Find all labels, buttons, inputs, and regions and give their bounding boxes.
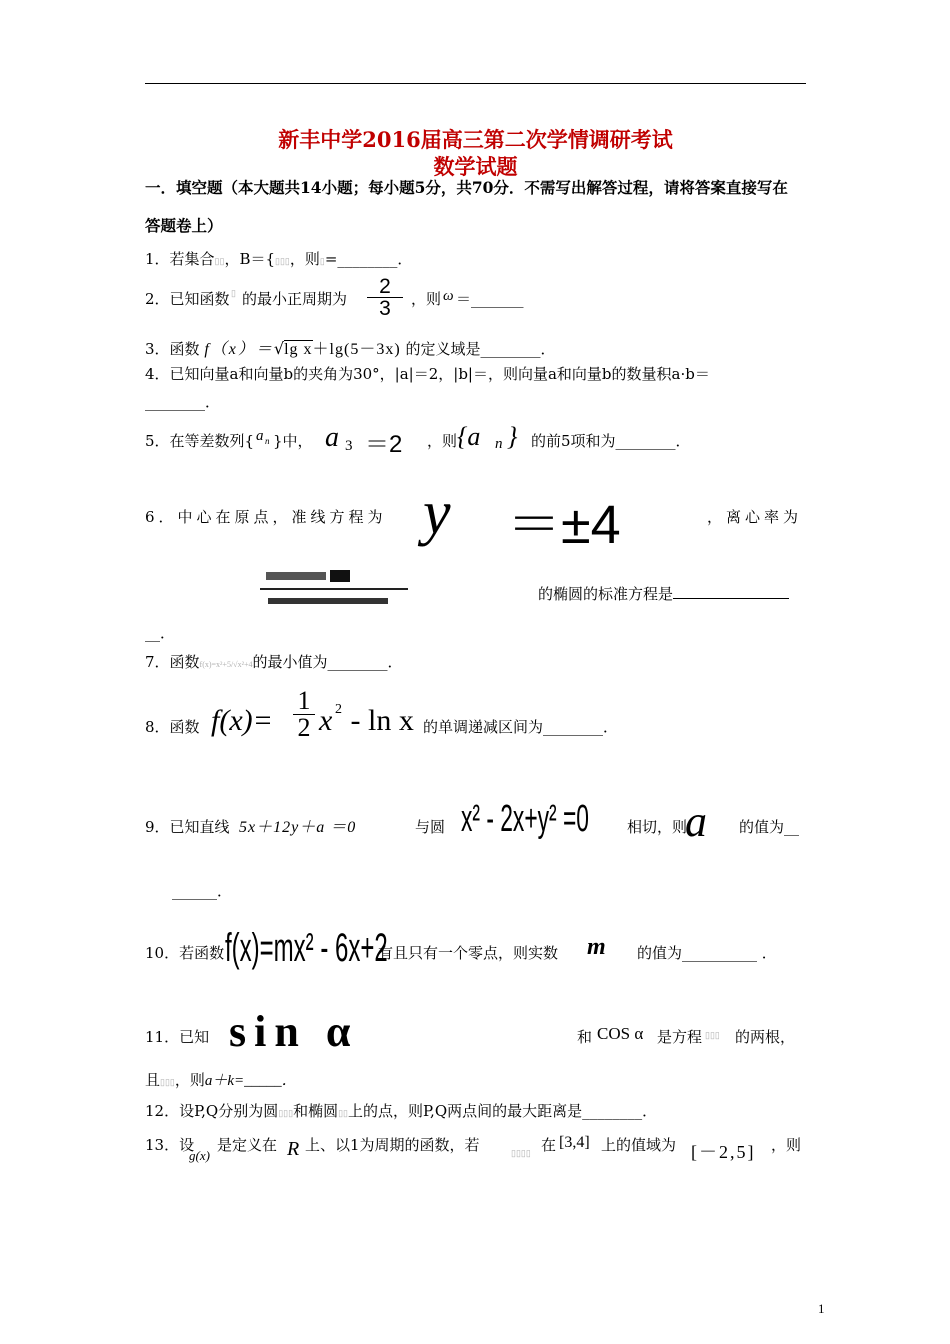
header-rule xyxy=(145,83,806,84)
section-heading-line-1: 一．填空题（本大题共14小题；每小题5分，共70分．不需写出解答过程，请将答案直接写在 xyxy=(145,178,788,197)
period-fraction: 2 3 xyxy=(367,276,403,319)
question-9-end: ______． xyxy=(172,882,233,900)
question-3: 3．函数 f（x）＝√lg x＋lg(5－3x) 的定义域是________． xyxy=(145,339,556,358)
question-11: 11．已知 sin α 和 COS α 是方程 ▯▯▯ 的两根， xyxy=(145,1007,796,1056)
question-4-line-1: 4．已知向量a和向量b的夹角为30°，|a|＝2，|b|＝，则向量a和向量b的数量积a·b＝ xyxy=(145,365,710,383)
one-half-fraction: 1 2 xyxy=(293,688,315,741)
question-13: 13．设 g(x) 是定义在 R 上、以1为周期的函数，若 ▯▯▯▯ 在 [3,4] 上的值域为 [－2,5] ，则 xyxy=(145,1134,802,1163)
formula-image: ▯▯ xyxy=(338,1108,348,1118)
exam-subtitle: 数学试题 xyxy=(433,154,518,179)
section-heading-line-2: 答题卷上） xyxy=(145,216,223,235)
formula-image: ▯▯▯ xyxy=(278,1108,294,1118)
question-6-tail: 的椭圆的标准方程是 xyxy=(538,583,789,604)
exam-title: 新丰中学2016届高三第二次学情调研考试 xyxy=(278,127,673,152)
formula-image: ▯▯▯▯ xyxy=(511,1148,531,1158)
question-11-line-2: 且▯▯▯，则a＋k=_____． xyxy=(145,1071,297,1089)
formula-image: ▯ xyxy=(319,256,325,266)
formula-image: f(x)=x²+5/√x²+4 xyxy=(199,660,253,669)
document-page: 新丰中学2016届高三第二次学情调研考试 数学试题 一．填空题（本大题共14小题；每小题5分，共70分．不需写出解答过程，请将答案直接写在 答题卷上） 1．若集合▯▯，B＝{▯▯▯，则▯=________． 2．已知函数 ▯ 的最小正周期为 2 3 ，则 ω ＝_______ 3．函数 f（x）＝√lg x＋lg(5－3x) 的定义域是________． 4．已知向量a和向量b的夹角为30°，|a|＝2，|b|＝，则向量a和向量b的数量积a·b＝ ________． 5．在等差数列{ a n }中， a 3 ＝2 ，则 {a n } 的前5项和为________． 6．中心在原点，准线方程为 y ＝±4 ，离心率为 的椭圆的标准方程是 __． 7．函数f(x)=x²+5/√x²+4的最小值为________． 8．函数 f(x)= 1 2 x 2 - ln x 的单调递减区间为________． 9．已知直线 5x＋12y＋a ＝0 与圆 x² - 2x+y² =0 相切，则 a 的值为__ ______． 10．若函数 f(x)=mx² - 6x+2 有且只有一个零点，则实数 m 的值为__________ ． 11．已知 sin α 和 COS α 是方程 ▯▯▯ 的两根， 且▯▯▯，则a＋k=_____． 12．设P,Q分别为圆▯▯▯和椭圆▯▯上的点，则P,Q两点间的最大距离是________． 13．设 g(x) 是定义在 R 上、以1为周期的函数，若 ▯▯▯▯ 在 [3,4] 上的值域为 [－2,5] ，则 1 xyxy=(0,0,950,1344)
formula-image: ▯▯▯ xyxy=(705,1030,720,1040)
page-number: 1 xyxy=(818,1301,825,1316)
eccentricity-formula-image xyxy=(258,570,408,610)
formula-image: ▯▯ xyxy=(214,256,225,266)
formula-image: ▯▯▯ xyxy=(160,1077,175,1087)
question-4-line-2: ________． xyxy=(145,393,221,411)
formula-image: ▯▯▯ xyxy=(275,256,290,266)
question-6-end: __． xyxy=(145,624,176,642)
question-12: 12．设P,Q分别为圆▯▯▯和椭圆▯▯上的点，则P,Q两点间的最大距离是________． xyxy=(145,1102,658,1120)
question-1: 1．若集合▯▯，B＝{▯▯▯，则▯=________． xyxy=(145,250,413,268)
formula-image: ▯ xyxy=(231,288,236,298)
question-6: 6．中心在原点，准线方程为 y ＝±4 ，离心率为 xyxy=(145,479,803,555)
question-7: 7．函数f(x)=x²+5/√x²+4的最小值为________． xyxy=(145,653,403,671)
